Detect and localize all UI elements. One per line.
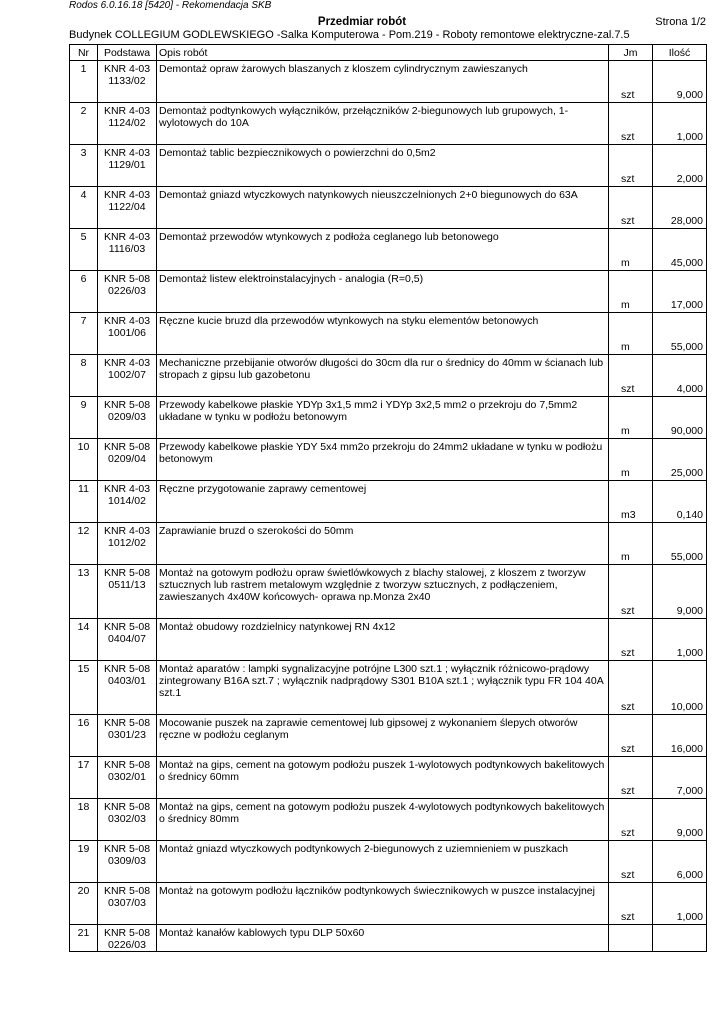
row-description: Demontaż listew elektroinstalacyjnych - analogia (R=0,5) [157, 271, 609, 313]
row-description: Zaprawianie bruzd o szerokości do 50mm [157, 523, 609, 565]
row-description: Ręczne przygotowanie zaprawy cementowej [157, 481, 609, 523]
table-row [70, 757, 707, 799]
row-unit: m [609, 439, 653, 481]
row-base: KNR 5-08 0403/01 [98, 661, 157, 715]
row-number: 17 [70, 757, 98, 799]
table-row [70, 439, 707, 481]
row-description: Montaż na gips, cement na gotowym podłożu puszek 4-wylotowych podtynkowych bakelitowych o średnicy 80mm [157, 799, 609, 841]
row-number: 2 [70, 103, 98, 145]
row-description: Montaż na gotowym podłożu łączników podtynkowych świecznikowych w puszce instalacyjnej [157, 883, 609, 925]
row-unit: szt [609, 841, 653, 883]
row-base: KNR 5-08 0302/01 [98, 757, 157, 799]
row-description: Demontaż tablic bezpiecznikowych o powierzchni do 0,5m2 [157, 145, 609, 187]
row-base: KNR 5-08 0209/03 [98, 397, 157, 439]
table-row [70, 481, 707, 523]
row-base: KNR 4-03 1002/07 [98, 355, 157, 397]
row-quantity: 55,000 [653, 313, 707, 355]
table-row [70, 841, 707, 883]
row-description: Przewody kabelkowe płaskie YDY 5x4 mm2o przekroju do 24mm2 układane w tynku w podłożu betonowym [157, 439, 609, 481]
row-unit [609, 925, 653, 952]
row-number: 20 [70, 883, 98, 925]
row-quantity [653, 925, 707, 952]
row-number: 1 [70, 61, 98, 103]
row-quantity: 90,000 [653, 397, 707, 439]
row-base: KNR 4-03 1124/02 [98, 103, 157, 145]
row-unit: szt [609, 565, 653, 619]
table-row [70, 271, 707, 313]
row-unit: m3 [609, 481, 653, 523]
row-quantity: 9,000 [653, 565, 707, 619]
row-description: Demontaż podtynkowych wyłączników, przełączników 2-biegunowych lub grupowych, 1-wylotowych do 10A [157, 103, 609, 145]
row-base: KNR 5-08 0226/03 [98, 271, 157, 313]
table-row [70, 883, 707, 925]
row-unit: m [609, 313, 653, 355]
row-number: 8 [70, 355, 98, 397]
row-description: Montaż gniazd wtyczkowych podtynkowych 2-biegunowych z uziemnieniem w puszkach [157, 841, 609, 883]
row-base: KNR 4-03 1014/02 [98, 481, 157, 523]
row-number: 21 [70, 925, 98, 952]
row-unit: szt [609, 661, 653, 715]
row-base: KNR 4-03 1122/04 [98, 187, 157, 229]
header-base: Podstawa [98, 45, 157, 61]
row-unit: szt [609, 799, 653, 841]
row-number: 7 [70, 313, 98, 355]
header-unit: Jm [609, 45, 653, 61]
row-quantity: 2,000 [653, 145, 707, 187]
row-quantity: 9,000 [653, 61, 707, 103]
table-row [70, 229, 707, 271]
row-quantity: 25,000 [653, 439, 707, 481]
row-number: 13 [70, 565, 98, 619]
document-subtitle: Budynek COLLEGIUM GODLEWSKIEGO -Salka Komputerowa - Pom.219 - Roboty remontowe elektryczne-zal.7.5 [69, 29, 630, 41]
row-number: 3 [70, 145, 98, 187]
row-unit: m [609, 229, 653, 271]
row-quantity: 55,000 [653, 523, 707, 565]
row-number: 15 [70, 661, 98, 715]
row-quantity: 1,000 [653, 619, 707, 661]
table-row [70, 103, 707, 145]
row-unit: szt [609, 883, 653, 925]
row-description: Montaż kanałów kablowych typu DLP 50x60 [157, 925, 609, 952]
table-row [70, 925, 707, 952]
row-quantity: 1,000 [653, 883, 707, 925]
row-description: Mocowanie puszek na zaprawie cementowej lub gipsowej z wykonaniem ślepych otworów ręczne w podłożu ceglanym [157, 715, 609, 757]
row-base: KNR 5-08 0209/04 [98, 439, 157, 481]
software-info: Rodos 6.0.16.18 [5420] - Rekomendacja SKB [69, 0, 272, 11]
row-quantity: 4,000 [653, 355, 707, 397]
row-description: Przewody kabelkowe płaskie YDYp 3x1,5 mm2 i YDYp 3x2,5 mm2 o przekroju do 7,5mm2 układane w tynku w podłożu betonowym [157, 397, 609, 439]
row-number: 9 [70, 397, 98, 439]
row-unit: m [609, 271, 653, 313]
table-row [70, 565, 707, 619]
table-row [70, 661, 707, 715]
header-quantity: Ilość [653, 45, 707, 61]
table-row [70, 397, 707, 439]
row-number: 6 [70, 271, 98, 313]
row-number: 4 [70, 187, 98, 229]
row-number: 19 [70, 841, 98, 883]
row-unit: szt [609, 61, 653, 103]
row-quantity: 9,000 [653, 799, 707, 841]
table-row [70, 61, 707, 103]
row-number: 12 [70, 523, 98, 565]
row-quantity: 6,000 [653, 841, 707, 883]
row-unit: m [609, 397, 653, 439]
row-base: KNR 4-03 1012/02 [98, 523, 157, 565]
row-base: KNR 4-03 1129/01 [98, 145, 157, 187]
row-base: KNR 5-08 0511/13 [98, 565, 157, 619]
table-row [70, 619, 707, 661]
row-number: 16 [70, 715, 98, 757]
row-description: Demontaż opraw żarowych blaszanych z kloszem cylindrycznym zawieszanych [157, 61, 609, 103]
row-base: KNR 5-08 0404/07 [98, 619, 157, 661]
row-unit: szt [609, 757, 653, 799]
row-unit: szt [609, 103, 653, 145]
header-nr: Nr [70, 45, 98, 61]
row-base: KNR 4-03 1116/03 [98, 229, 157, 271]
table-row [70, 799, 707, 841]
row-base: KNR 5-08 0309/03 [98, 841, 157, 883]
row-description: Demontaż przewodów wtynkowych z podłoża ceglanego lub betonowego [157, 229, 609, 271]
row-base: KNR 5-08 0302/03 [98, 799, 157, 841]
row-description: Ręczne kucie bruzd dla przewodów wtynkowych na styku elementów betonowych [157, 313, 609, 355]
row-unit: szt [609, 145, 653, 187]
row-quantity: 0,140 [653, 481, 707, 523]
row-base: KNR 4-03 1133/02 [98, 61, 157, 103]
row-description: Montaż obudowy rozdzielnicy natynkowej RN 4x12 [157, 619, 609, 661]
row-base: KNR 5-08 0307/03 [98, 883, 157, 925]
row-quantity: 28,000 [653, 187, 707, 229]
page-number: Strona 1/2 [655, 16, 706, 28]
row-description: Montaż na gips, cement na gotowym podłożu puszek 1-wylotowych podtynkowych bakelitowych o średnicy 60mm [157, 757, 609, 799]
table-row [70, 145, 707, 187]
table-row [70, 187, 707, 229]
table-row [70, 355, 707, 397]
row-number: 11 [70, 481, 98, 523]
row-unit: szt [609, 715, 653, 757]
document-title: Przedmiar robót [317, 16, 407, 28]
row-base: KNR 5-08 0301/23 [98, 715, 157, 757]
row-unit: m [609, 523, 653, 565]
row-base: KNR 5-08 0226/03 [98, 925, 157, 952]
row-base: KNR 4-03 1001/06 [98, 313, 157, 355]
bill-of-quantities-table [69, 44, 707, 952]
row-quantity: 7,000 [653, 757, 707, 799]
row-number: 10 [70, 439, 98, 481]
row-unit: szt [609, 355, 653, 397]
row-quantity: 17,000 [653, 271, 707, 313]
table-row [70, 313, 707, 355]
table-row [70, 715, 707, 757]
row-description: Montaż aparatów : lampki sygnalizacyjne potrójne L300 szt.1 ; wyłącznik różnicowo-prądowy zintegrowany B16A szt.7 ; wyłącznik nadprądowy S301 B10A szt.1 ; wyłącznik typu FR 104 40A szt.1 [157, 661, 609, 715]
header-description: Opis robót [157, 45, 609, 61]
row-unit: szt [609, 187, 653, 229]
table-row [70, 523, 707, 565]
row-number: 14 [70, 619, 98, 661]
row-quantity: 16,000 [653, 715, 707, 757]
row-description: Demontaż gniazd wtyczkowych natynkowych nieuszczelnionych 2+0 biegunowych do 63A [157, 187, 609, 229]
row-unit: szt [609, 619, 653, 661]
table-header-row [70, 45, 707, 61]
row-quantity: 10,000 [653, 661, 707, 715]
row-number: 5 [70, 229, 98, 271]
row-description: Montaż na gotowym podłożu opraw świetlówkowych z blachy stalowej, z kloszem z tworzyw sztucznych lub rastrem metalowym względnie z tworzyw sztucznych, z podłączeniem, zawieszanych 4x40W końcowych- oprawa np.Monza 2x40 [157, 565, 609, 619]
row-quantity: 45,000 [653, 229, 707, 271]
row-number: 18 [70, 799, 98, 841]
row-description: Mechaniczne przebijanie otworów długości do 30cm dla rur o średnicy do 40mm w ścianach lub stropach z gipsu lub gazobetonu [157, 355, 609, 397]
row-quantity: 1,000 [653, 103, 707, 145]
